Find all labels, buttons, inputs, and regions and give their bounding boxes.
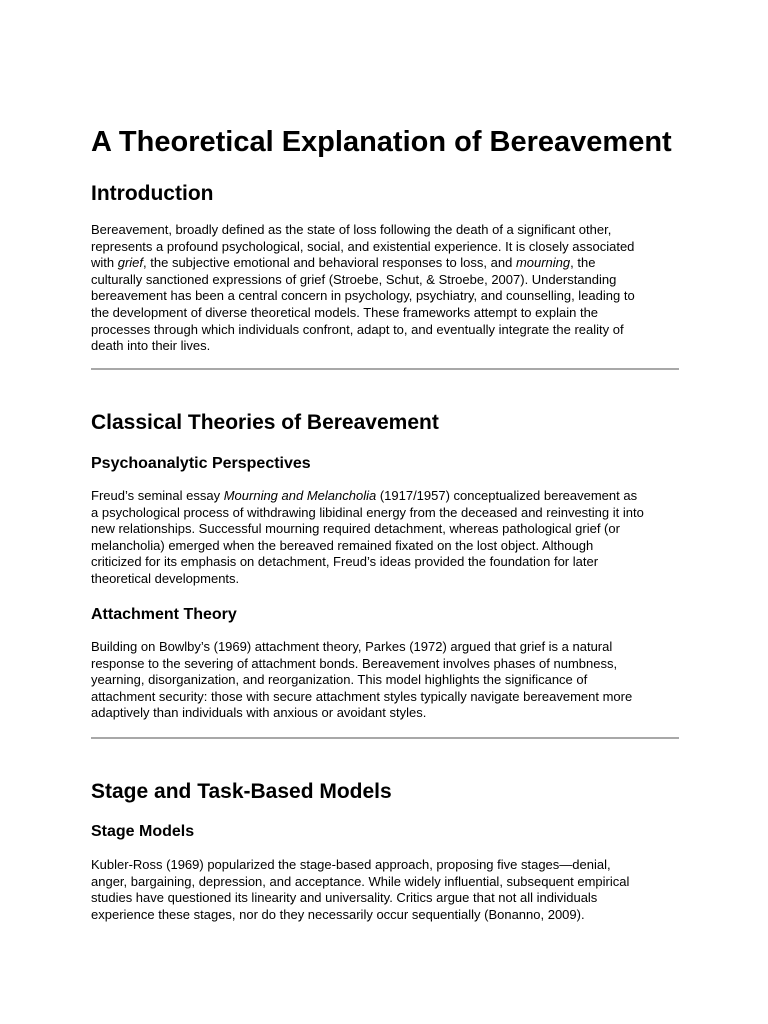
text-line: death into their lives. [91,338,211,354]
text-line: theoretical developments. [91,570,240,586]
text-line: melancholia) emerged when the bereaved remained fixated on the lost object. Although [91,537,594,553]
subsection-heading-psychoanalytic: Psychoanalytic Perspectives [91,455,311,472]
text-line: yearning, disorganization, and reorganization. This model highlights the significance of [91,672,588,688]
section-heading-classical-theories: Classical Theories of Bereavement [91,411,439,434]
text-line: adaptively than individuals with anxious or avoidant styles. [91,705,427,721]
text-line: criticized for its emphasis on detachment, Freud’s ideas provided the foundation for later [91,554,599,570]
intro-paragraph [91,222,681,355]
text-line: Building on Bowlby’s (1969) attachment theory, Parkes (1972) argued that grief is a natural [91,639,613,654]
section-heading-stage-models: Stage and Task-Based Models [91,780,392,803]
text-line: response to the severing of attachment bonds. Bereavement involves phases of numbness, [91,655,618,671]
text-line: processes through which individuals confront, adapt to, and eventually integrate the reality of [91,321,624,337]
attachment-paragraph [91,639,681,722]
section-divider [91,737,679,739]
text-line: studies have questioned its linearity and universality. Critics argue that not all individuals [91,890,598,906]
subsection-heading-stage-models: Stage Models [91,823,195,840]
section-heading-introduction: Introduction [91,182,214,205]
text-line: represents a profound psychological, social, and existential experience. It is closely associated [91,238,635,254]
text-line: experience these stages, nor do they necessarily occur sequentially (Bonanno, 2009). [91,906,585,922]
text-line: Bereavement, broadly defined as the state of loss following the death of a significant other, [91,222,612,237]
text-line: the development of diverse theoretical models. These frameworks attempt to explain the [91,304,599,320]
section-divider [91,368,679,370]
psychoanalytic-paragraph [91,488,681,588]
stage-models-paragraph [91,857,681,923]
text-line: anger, bargaining, depression, and acceptance. While widely influential, subsequent empirical [91,873,630,889]
emphasized-text: mourning [515,255,571,271]
text-line: new relationships. Successful mourning required detachment, whereas pathological grief (or [91,521,620,537]
text-line: attachment security: those with secure attachment styles typically navigate bereavement more [91,688,633,704]
emphasized-text: Mourning and Melancholia [223,488,377,503]
emphasized-text: grief [117,255,144,271]
text-line: bereavement has been a central concern in psychology, psychiatry, and counselling, leading to [91,288,635,304]
subsection-heading-attachment: Attachment Theory [91,606,237,623]
text-line: Kubler-Ross (1969) popularized the stage-based approach, proposing five stages—denial, [91,857,611,872]
text-line: with grief, the subjective emotional and behavioral responses to loss, and mourning, the [91,255,596,271]
text-line: a psychological process of withdrawing libidinal energy from the deceased and reinvesting it into [91,504,644,520]
text-line: Freud’s seminal essay Mourning and Melancholia (1917/1957) conceptualized bereavement as [91,488,638,503]
text-line: culturally sanctioned expressions of grief (Stroebe, Schut, & Stroebe, 2007). Understanding [91,271,617,287]
document-title: A Theoretical Explanation of Bereavement [91,126,672,158]
